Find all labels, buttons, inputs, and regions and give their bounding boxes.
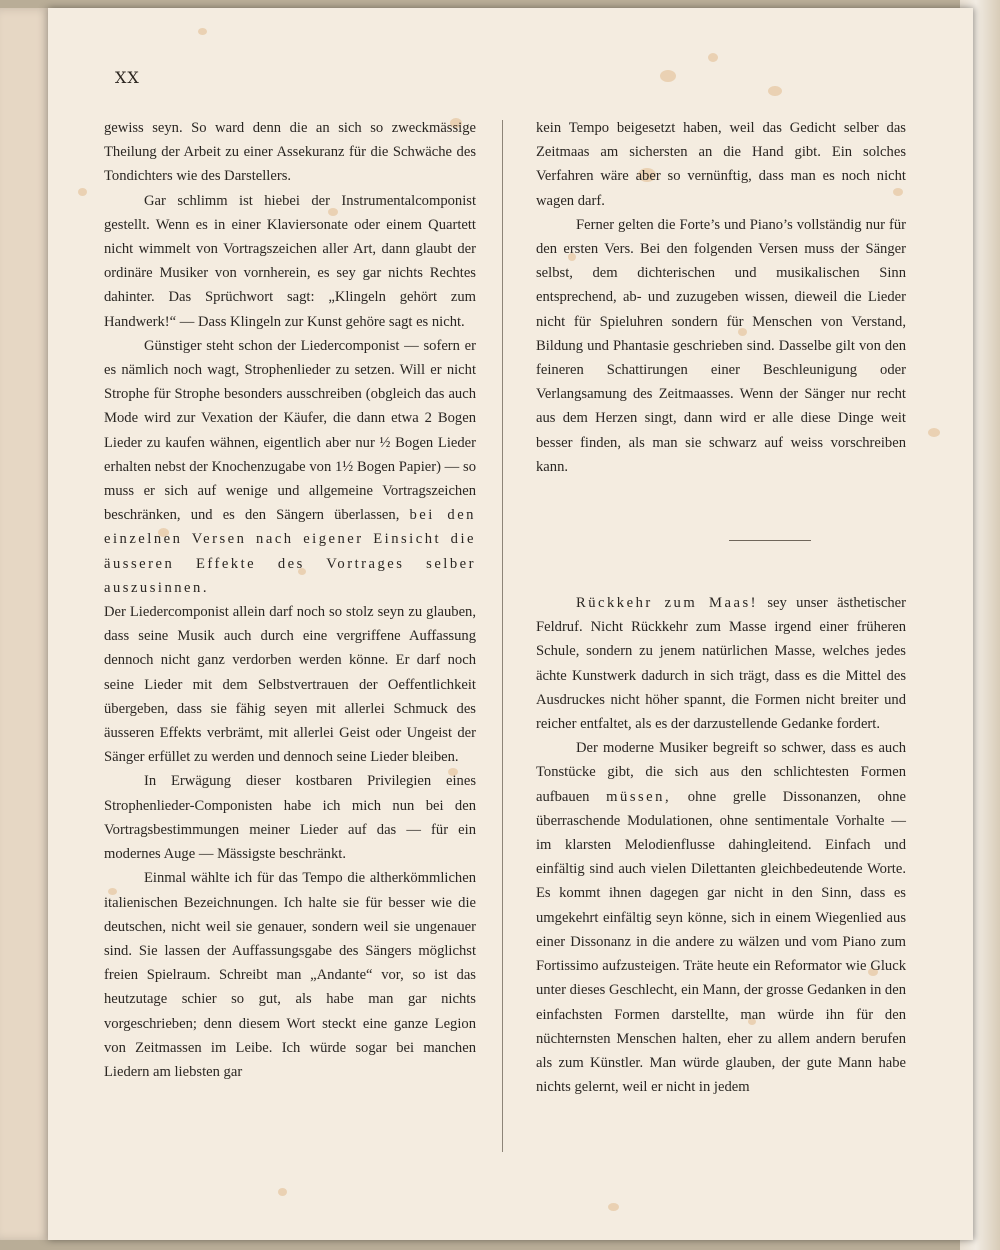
paragraph: Günstiger steht schon der Liedercomponist — sofern er es nämlich noch wagt, Strophenlieder zu setzen. Will er nicht Strophe für Strophe besonders ausschreiben (obgleich das auch Mode wird zur Vexation der Käufer, die dann etwa 2 Bogen Lieder zu kaufen wähnen, eigentlich aber nur ½ Bogen Lieder erhalten nebst der Knochenzugabe von 1½ Bogen Papier) — so muss er sich auf wenige und allgemeine Vortragszeichen beschränken, und es den Sängern überlassen, bei den einzelnen Versen nach eigener Einsicht die äusseren Effekte des Vortrages selber auszusinnen. bbox=[104, 337, 476, 596]
paragraph: Gar schlimm ist hiebei der Instrumentalcomponist gestellt. Wenn es in einer Klaviersonate oder einem Quartett nicht wimmelt von Vortragszeichen aller Art, dann glaubt der ordinäre Musiker von vornherein, es sey gar nichts Rechtes dahinter. Das Sprüchwort sagt: „Klingeln gehört zum Handwerk!“ — Dass Klingeln zur Kunst gehöre sagt es nicht. bbox=[104, 192, 476, 330]
spaced-emphasis: müssen, bbox=[606, 788, 672, 805]
paragraph: gewiss seyn. So ward denn die an sich so zweckmässige Theilung der Arbeit zu einer Assekuranz für die Schwäche des Tondichters wie des Darstellers. bbox=[104, 120, 476, 185]
paragraph: Ferner gelten die Forte’s und Piano’s vollständig nur für den ersten Vers. Bei den folgenden Versen muss der Sänger selbst, dem dichterischen und musikalischen Sinn entsprechend, ab- und zuzugeben wissen, dieweil die Lieder nicht für Spieluhren sondern für Menschen von Verstand, Bildung und Phantasie geschrieben sind. Dasselbe gilt von den feineren Schattirungen einer Beschleunigung oder Verlangsamung des Zeitmaasses. Wenn der Sänger nur recht aus dem Herzen singt, dann wird er alle diese Dinge weit besser finden, als man sie schwarz auf weiss vorschreiben kann. bbox=[536, 216, 906, 475]
page-number: XX bbox=[115, 68, 140, 87]
spaced-emphasis: bei den einzelnen Versen nach eigener Einsicht die äusseren Effekte des Vortrages selber auszusinnen. bbox=[104, 507, 476, 596]
paragraph: Der Liedercomponist allein darf noch so stolz seyn zu glauben, dass seine Musik auch durch eine vergriffene Auffassung dennoch nicht ganz verdorben werden könne. Er darf noch seine Lieder mit dem Selbstvertrauen der Oeffentlichkeit übergeben, dass sie fähig seyen mit allerlei Schmuck des äusseren Effekts verbrämt, mit allerlei Geist oder Ungeist der Sänger erfüllet zu werden und dennoch seine Lieder bleiben. bbox=[104, 604, 476, 766]
column-divider-line bbox=[502, 120, 503, 1152]
left-text-column bbox=[104, 116, 476, 1084]
paragraph: kein Tempo beigesetzt haben, weil das Gedicht selber das Zeitmaas am sichersten an die Hand gibt. Ein solches Verfahren wäre aber so vernünftig, dass man es noch nicht wagen darf. bbox=[536, 120, 906, 209]
spaced-emphasis: Rückkehr zum Maas! bbox=[576, 595, 759, 612]
paragraph: Rückkehr zum Maas! sey unser ästhetischer Feldruf. Nicht Rückkehr zum Masse irgend einer früheren Schule, sondern zu jenem natürlichen Masse, welches jedes ächte Kunstwerk dadurch in sich trägt, dass es die Mittel des Ausdruckes nicht höher spannt, die Formen nicht breiter und reicher entfaltet, als es der darzustellende Gedanke fordert. bbox=[536, 595, 906, 733]
paragraph: Einmal wählte ich für das Tempo die altherkömmlichen italienischen Bezeichnungen. Ich halte sie für besser wie die deutschen, nicht weil sie genauer, sondern weil sie ungenauer sind. Sie lassen der Auffassungsgabe des Sängers möglichst freien Spielraum. Schreibt man „Andante“ vor, so ist das heutzutage schier so gut, als habe man gar nichts vorgeschrieben; denn diesem Wort steckt eine ganze Legion von Zeitmassen im Leibe. Ich würde sogar bei manchen Liedern am liebsten gar bbox=[104, 870, 476, 1080]
section-divider-rule bbox=[729, 540, 811, 541]
paragraph: In Erwägung dieser kostbaren Privilegien eines Strophenlieder-Componisten habe ich mich nun bei den Vortragsbestimmungen meiner Lieder auf das — für ein modernes Auge — Mässigste beschränkt. bbox=[104, 773, 476, 863]
paragraph: Der moderne Musiker begreift so schwer, dass es auch Tonstücke gibt, die sich aus den schlichtesten Formen aufbauen müssen, ohne grelle Dissonanzen, ohne überraschende Modulationen, ohne sentimentale Vorhalte — im klarsten Melodienflusse dahingleitend. Einfach und einfältig sind auch vielen Dilettanten gleichbedeutende Worte. Es kommt ihnen dagegen gar nicht in den Sinn, dass es umgekehrt einfältig seyn könne, sich in einem Wiegenlied aus einer Dissonanz in die andere zu wälzen und vom Piano zum Fortissimo aufzusteigen. Träte heute ein Reformator wie Gluck unter dieses Geschlecht, ein Mann, der grosse Gedanken in den einfachsten Formen darstellte, man würde ihn für den nüchternsten Menschen halten, eher zu allem andern berufen als zum Künstler. Man würde glauben, der gute Mann habe nichts gelernt, weil er nicht in jedem bbox=[536, 740, 907, 1096]
section-gap bbox=[536, 479, 906, 591]
document-page bbox=[48, 8, 973, 1240]
right-text-column bbox=[536, 116, 906, 1099]
